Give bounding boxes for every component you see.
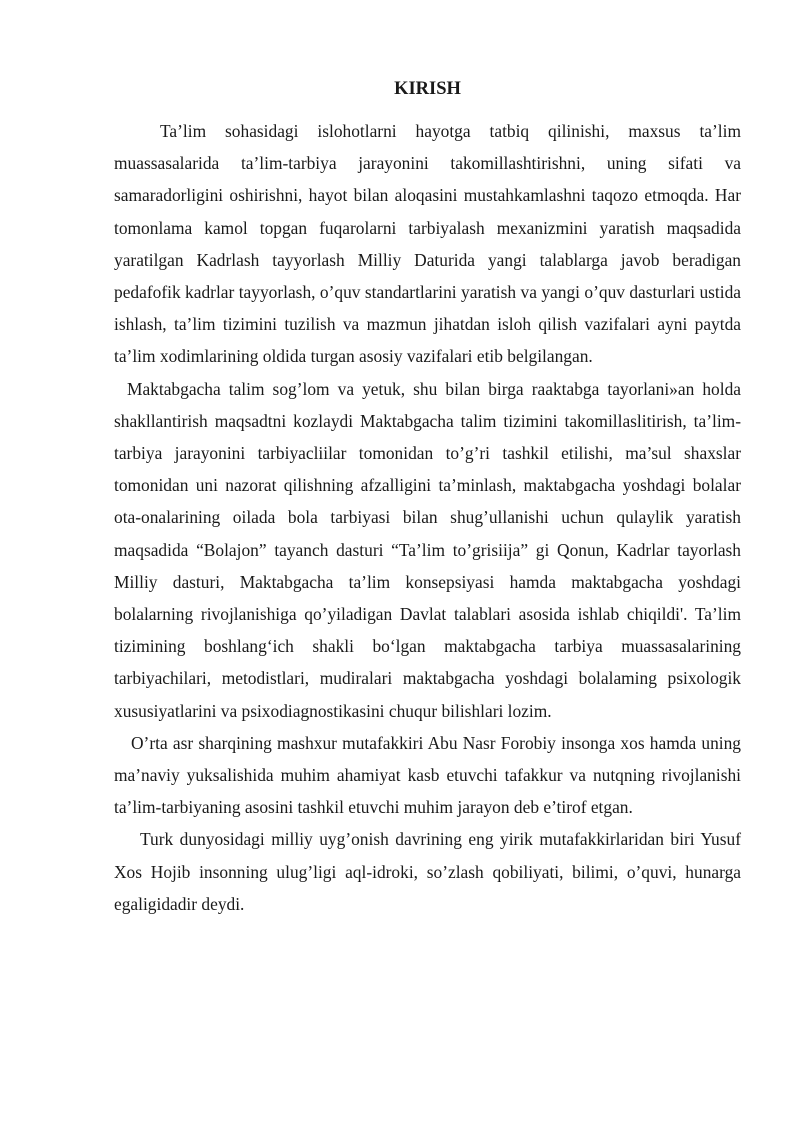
page-title: KIRISH bbox=[394, 79, 461, 99]
paragraph-3: O’rta asr sharqining mashxur mutafakkiri Abu Nasr Forobiy insonga xos hamda uning ma’naviy yuksalishida muhim ahamiyat kasb etuvchi tafakkur va nutqning rivojlanishi ta’lim-tarbiyaning asosini tashkil etuvchi muhim jarayon deb e’tirof etgan. bbox=[114, 732, 741, 818]
document-body bbox=[114, 74, 741, 920]
paragraph-1: Ta’lim sohasidagi islohotlarni hayotga tatbiq qilinishi, maxsus ta’lim muassasalarida ta’lim-tarbiya jarayonini takomillashtirishni, uning sifati va samaradorligini oshirishni, hayot bilan aloqasini mustahkamlashni taqozo etmoqda. Har tomonlama kamol topgan fuqarolarni tarbiyalash mexanizmini yaratish maqsadida yaratilgan Kadrlash tayyorlash Milliy Daturida yangi talablarga javob beradigan pedafofik kadrlar tayyorlash, o’quv standartlarini yaratish va yangi o’quv dasturlari ustida ishlash, ta’lim tizimini tuzilish va mazmun jihatdan isloh qilish vazifalari ayni paytda ta’lim xodimlarining oldida turgan asosiy vazifalari etib belgilangan. bbox=[114, 121, 741, 367]
paragraph-2: Maktabgacha talim sog’lom va yetuk, shu bilan birga raaktabga tayorlani»an holda shakllantirish maqsadtni kozlaydi Maktabgacha talim tizimini takomillaslitirish, ta’lim-tarbiya jarayonini tarbiyacliilar tomonidan to’g’ri tashkil etilishi, ma’sul shaxslar tomonidan uni nazorat qilishning afzalligini ta’minlash, maktabgacha yoshdagi bolalar ota-onalarining oilada bola tarbiyasi bilan shug’ullanishi uchun qulaylik yaratish maqsadida “Bolajon” tayanch dasturi “Ta’lim to’grisiija” gi Qonun, Kadrlar tayorlash Milliy dasturi, Maktabgacha ta’lim konsepsiyasi hamda maktabgacha yoshdagi bolalarning rivojlanishiga qo’yiladigan Davlat talablari asosida ishlab chiqildi'. Ta’lim tizimining boshlang‘ich shakli bo‘lgan maktabgacha tarbiya muassasalarining tarbiyachilari, metodistlari, mudiralari maktabgacha yoshdagi bolalaming psixologik xususiyatlarini va psixodiagnostikasini chuqur bilishlari lozim. bbox=[114, 378, 741, 721]
paragraph-4: Turk dunyosidagi milliy uyg’onish davrining eng yirik mutafakkirlaridan biri Yusuf Xos Hojib insonning ulug’ligi aql-idroki, so’zlash qobiliyati, bilimi, o’quvi, hunarga egaligidadir deydi. bbox=[114, 829, 741, 914]
